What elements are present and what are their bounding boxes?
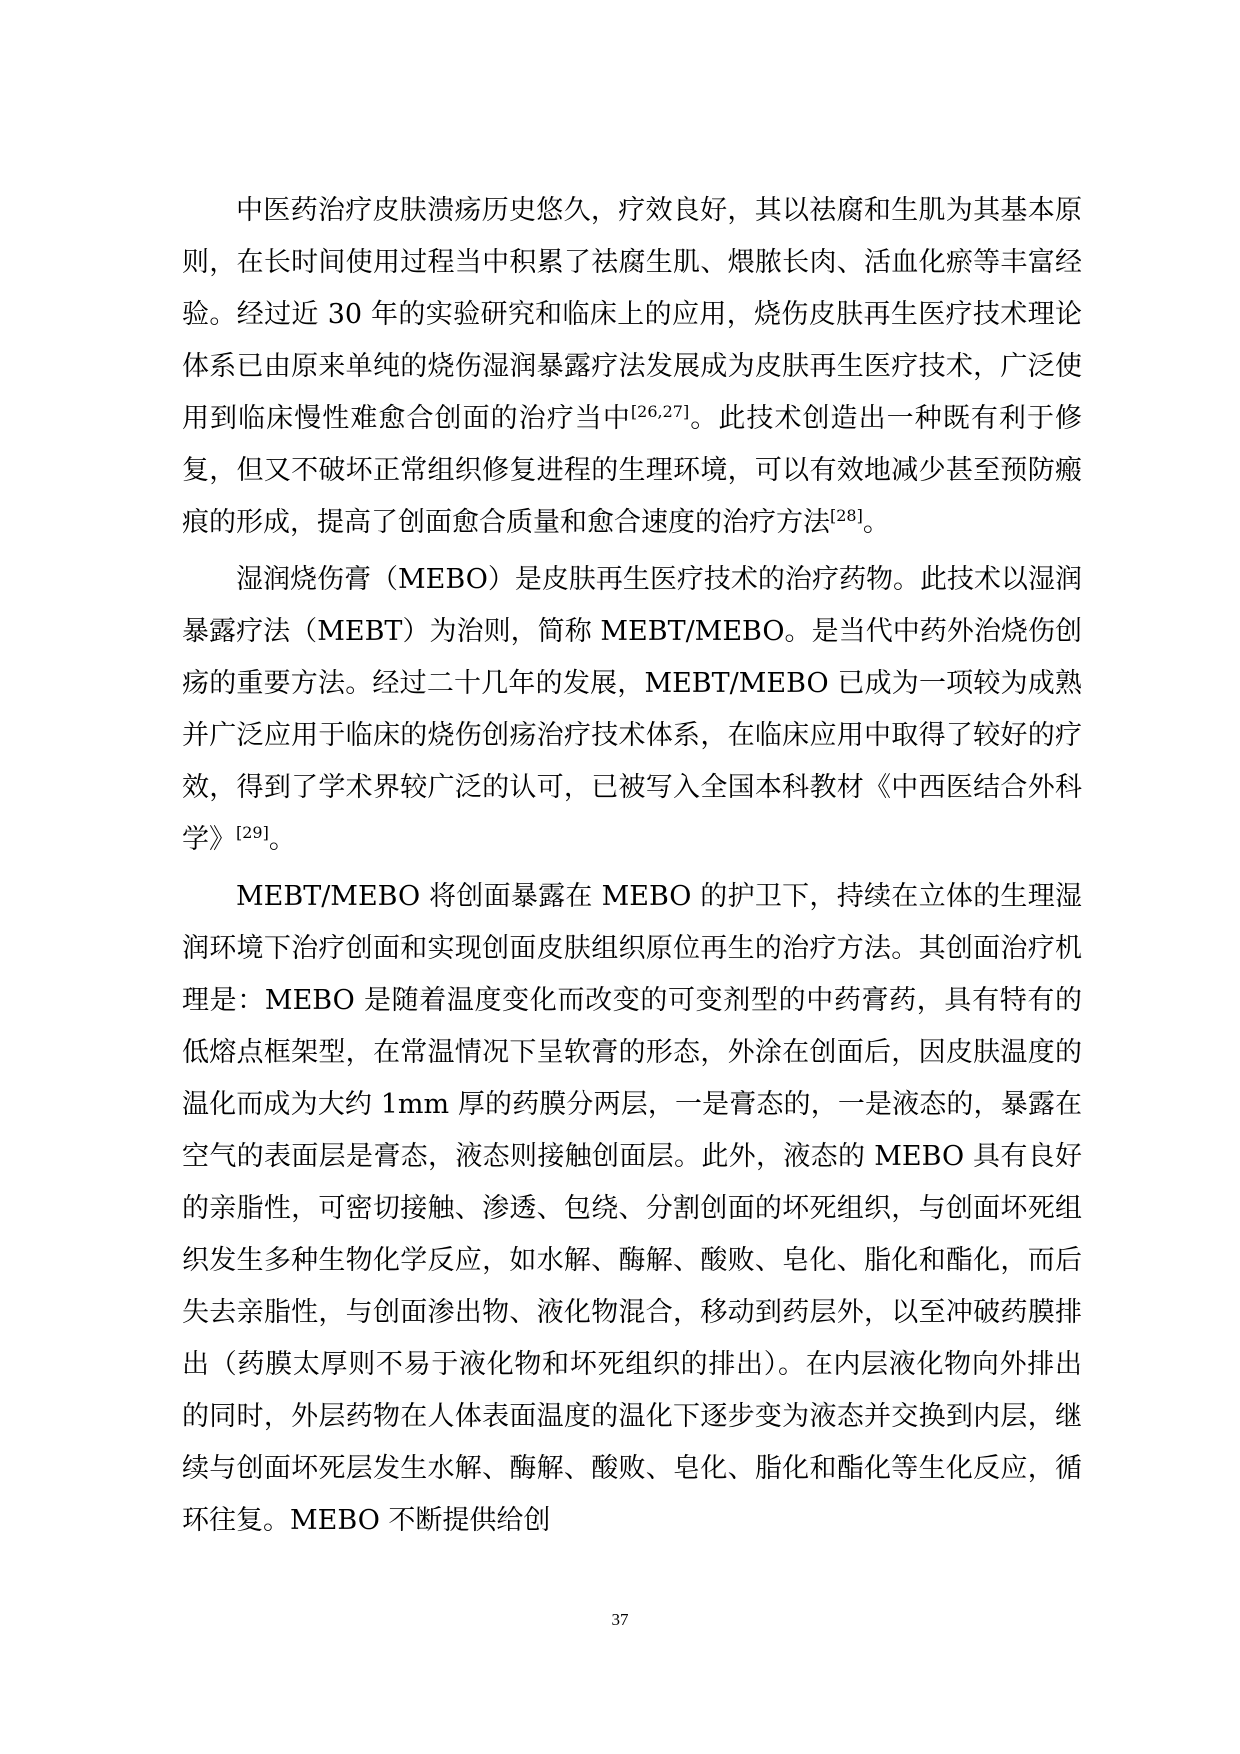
paragraph-text: 。此技术创造出一种既有利于修复，但又不破坏正常组织修复进程的生理环境，可以有效地减少甚至预防瘢痕的形成，提高了创面愈合质量和愈合速度的治疗方法 bbox=[182, 403, 1083, 538]
paragraph-text: MEBT/MEBO 将创面暴露在 MEBO 的护卫下，持续在立体的生理湿润环境下治疗创面和实现创面皮肤组织原位再生的治疗方法。其创面治疗机理是：MEBO 是随着温度变化而改变的可变剂型的中药膏药，具有特有的低熔点框架型，在常温情况下呈软膏的形态，外涂在创面后，因皮肤温度的温化而成为大约 1mm 厚的药膜分两层，一是膏态的，一是液态的，暴露在空气的表面层是膏态，液态则接触创面层。此外，液态的 MEBO 具有良好的亲脂性，可密切接触、渗透、包绕、分割创面的坏死组织，与创面坏死组织发生多种生物化学反应，如水解、酶解、酸败、皂化、脂化和酯化，而后失去亲脂性，与创面渗出物、液化物混合，移动到药层外，以至冲破药膜排出（药膜太厚则不易于液化物和坏死组织的排出）。在内层液化物向外排出的同时，外层药物在人体表面温度的温化下逐步变为液态并交换到内层，继续与创面坏死层发生水解、酶解、酸败、皂化、脂化和酯化等生化反应，循环往复。MEBO 不断提供给创 bbox=[182, 881, 1082, 1536]
paragraph-text: 。 bbox=[268, 824, 296, 855]
paragraph-text: 。 bbox=[862, 507, 890, 538]
paragraph-mebo-mechanism bbox=[182, 871, 1082, 1547]
paragraph-text: 中医药治疗皮肤溃疡历史悠久，疗效良好，其以祛腐和生肌为其基本原则，在长时间使用过程当中积累了祛腐生肌、煨脓长肉、活血化瘀等丰富经验。经过近 30 年的实验研究和临床上的应用，烧伤皮肤再生医疗技术理论体系已由原来单纯的烧伤湿润暴露疗法发展成为皮肤再生医疗技术，广泛使用到临床慢性难愈合创面的治疗当中 bbox=[182, 195, 1082, 434]
citation-28: [28] bbox=[830, 506, 863, 525]
citation-26-27: [26,27] bbox=[630, 402, 690, 421]
citation-29: [29] bbox=[236, 823, 269, 842]
page-number: 37 bbox=[611, 1610, 629, 1629]
paragraph-text: 湿润烧伤膏（MEBO）是皮肤再生医疗技术的治疗药物。此技术以湿润暴露疗法（MEBT）为治则，简称 MEBT/MEBO。是当代中药外治烧伤创疡的重要方法。经过二十几年的发展，MEBT/MEBO 已成为一项较为成熟并广泛应用于临床的烧伤创疡治疗技术体系，在临床应用中取得了较好的疗效，得到了学术界较广泛的认可，已被写入全国本科教材《中西医结合外科学》 bbox=[182, 564, 1082, 855]
document-body bbox=[182, 185, 1082, 1552]
paragraph-tcm-ulcer-treatment bbox=[182, 185, 1082, 549]
paragraph-mebo-introduction bbox=[182, 554, 1082, 866]
